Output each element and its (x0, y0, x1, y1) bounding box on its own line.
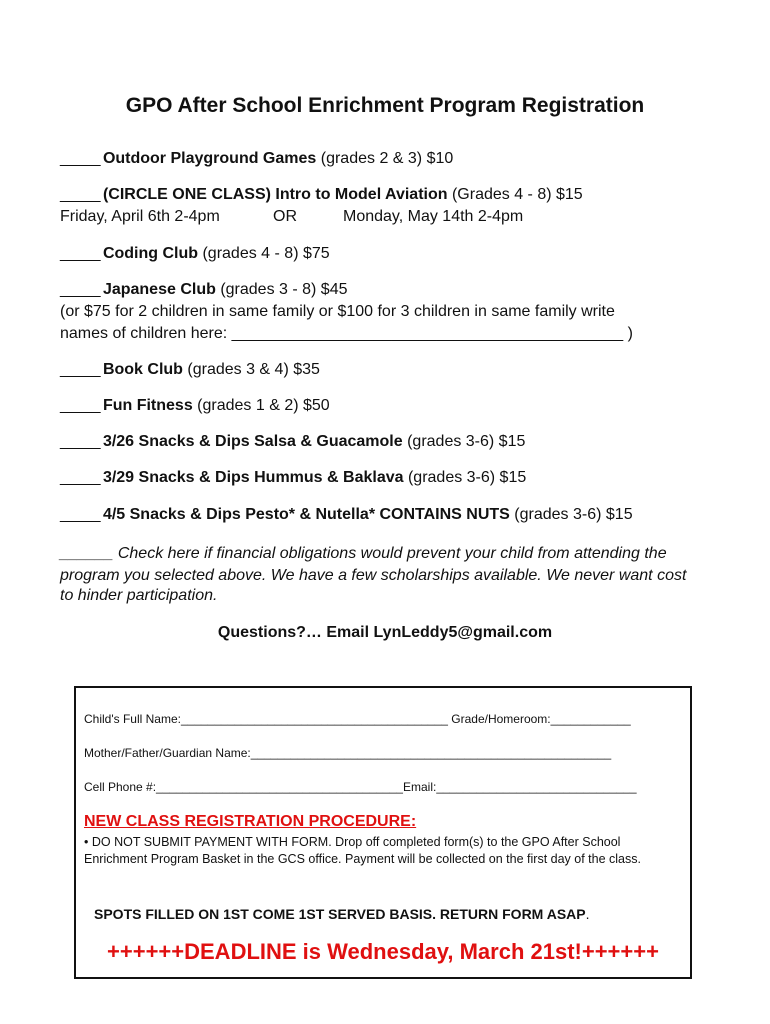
item-details: (grades 3-6) $15 (509, 506, 633, 523)
item-details: (grades 3-6) $15 (403, 469, 527, 486)
child-name-field[interactable]: Child's Full Name:________________________________________ Grade/Homeroom:____________ (84, 712, 631, 726)
item-details: (grades 3 - 8) $45 (215, 281, 348, 298)
item-details: (grades 3-6) $15 (402, 433, 526, 450)
item-japanese-club (60, 281, 348, 299)
item-name: 3/26 Snacks & Dips Salsa & Guacamole (102, 433, 403, 450)
guardian-name-field[interactable]: Mother/Father/Guardian Name:______________________________________________________ (84, 746, 612, 760)
item-name: Japanese Club (102, 281, 216, 298)
item-snacks-pesto (60, 506, 633, 524)
checkbox-blank[interactable]: _____ (60, 186, 103, 203)
item-fun-fitness (60, 397, 330, 415)
item-details: (grades 2 & 3) $10 (316, 150, 454, 167)
registration-info-box (74, 686, 692, 979)
checkbox-blank[interactable]: _____ (60, 150, 103, 167)
checkbox-blank[interactable]: _____ (60, 433, 103, 450)
scholarship-text: program you selected above. We have a few scholarships available. We never want cost (60, 567, 687, 584)
spots-text: SPOTS FILLED ON 1ST COME 1ST SERVED BASIS. RETURN FORM ASAP (94, 906, 586, 922)
item-model-aviation (60, 186, 583, 204)
deadline-notice: ++++++DEADLINE is Wednesday, March 21st!++++++ (107, 939, 659, 964)
scholarship-text: to hinder participation. (60, 587, 218, 604)
checkbox-blank[interactable]: _____ (60, 469, 103, 486)
item-name: Book Club (102, 361, 183, 378)
checkbox-blank[interactable]: _____ (60, 361, 103, 378)
aviation-option-monday[interactable]: Monday, May 14th 2-4pm (343, 208, 524, 225)
spots-notice (94, 906, 590, 922)
item-details: (Grades 4 - 8) $15 (447, 186, 583, 203)
item-snacks-salsa (60, 433, 525, 451)
item-name: Fun Fitness (102, 397, 193, 414)
item-coding-club (60, 245, 330, 263)
item-snacks-hummus (60, 469, 526, 487)
procedure-text: • DO NOT SUBMIT PAYMENT WITH FORM. Drop off completed form(s) to the GPO After School Enrichment Program Basket in the GCS office. Payment will be collected on the first day of the class. (84, 835, 641, 866)
phone-email-field[interactable]: Cell Phone #:_____________________________________Email:______________________________ (84, 780, 637, 794)
page-title: GPO After School Enrichment Program Registration (125, 94, 645, 117)
item-details: (grades 4 - 8) $75 (198, 245, 330, 262)
scholarship-checkbox-line[interactable]: ______ Check here if financial obligations would prevent your child from attending the (60, 545, 667, 562)
checkbox-blank[interactable]: _____ (60, 397, 103, 414)
spots-period: . (585, 906, 590, 922)
aviation-or: OR (273, 208, 297, 225)
item-details: (grades 1 & 2) $50 (192, 397, 330, 414)
item-name: Coding Club (102, 245, 199, 262)
item-book-club (60, 361, 320, 379)
item-name: 4/5 Snacks & Dips Pesto* & Nutella* CONTAINS NUTS (102, 506, 510, 523)
item-name: Outdoor Playground Games (102, 150, 317, 167)
item-details: (grades 3 & 4) $35 (182, 361, 320, 378)
item-name: 3/29 Snacks & Dips Hummus & Baklava (102, 469, 404, 486)
japanese-family-note: (or $75 for 2 children in same family or $100 for 3 children in same family write (60, 303, 615, 320)
checkbox-blank[interactable]: _____ (60, 281, 103, 298)
item-name: (CIRCLE ONE CLASS) Intro to Model Aviation (102, 186, 448, 203)
item-outdoor-games (60, 150, 453, 168)
aviation-option-friday[interactable]: Friday, April 6th 2-4pm (60, 208, 220, 225)
new-procedure-heading: NEW CLASS REGISTRATION PROCEDURE: (84, 813, 417, 830)
checkbox-blank[interactable]: _____ (60, 245, 103, 262)
checkbox-blank[interactable]: _____ (60, 506, 103, 523)
questions-email: Questions?… Email LynLeddy5@gmail.com (217, 624, 553, 641)
japanese-names-field[interactable]: names of children here: ____________________________________________ ) (60, 325, 633, 342)
